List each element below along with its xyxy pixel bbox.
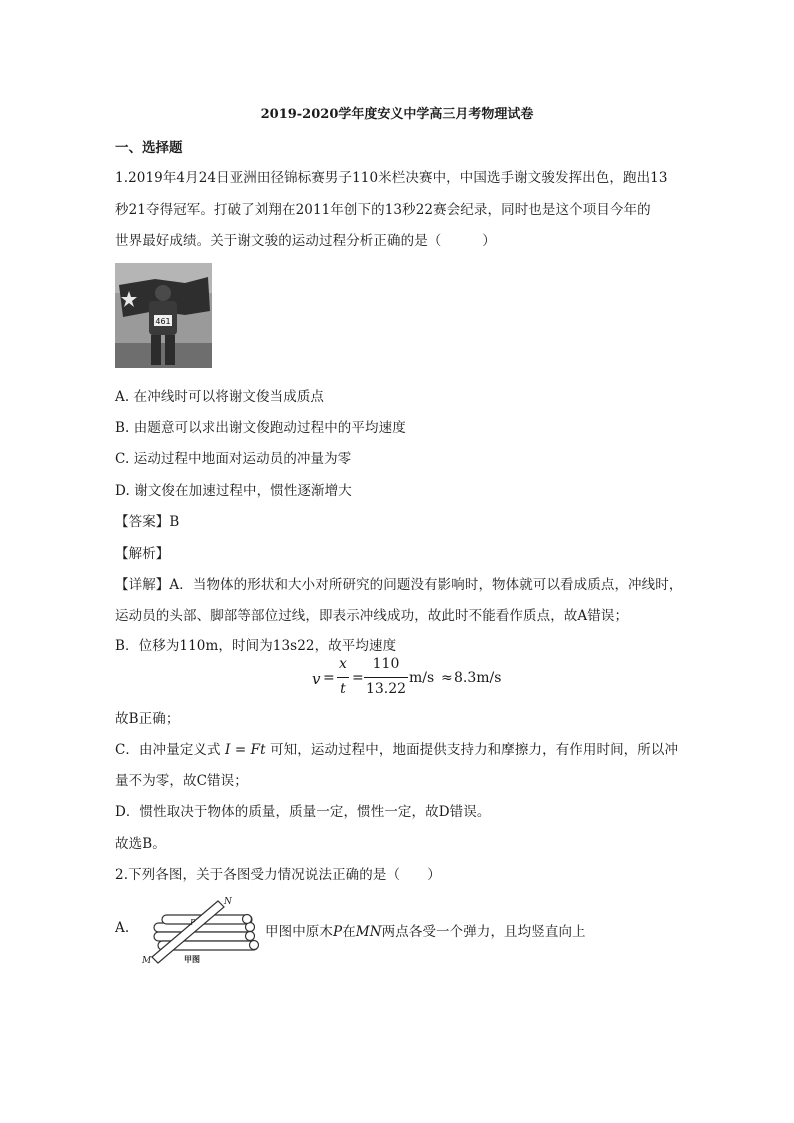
q2-option-a-part-3: 两点各受一个弹力，且均竖直向上 (381, 924, 586, 940)
velocity-formula (0, 656, 794, 702)
formula-numerator: 110 (372, 656, 400, 672)
q2-option-a-p: P (333, 924, 343, 940)
formula-unit: m/s (409, 670, 435, 686)
q1-analysis-label: 【解析】 (115, 546, 170, 562)
q2-option-a-part-1: 甲图中原木 (265, 924, 333, 940)
q1-stem-line-1: 1.2019年4月24日亚洲田径锦标赛男子110米栏决赛中，中国选手谢文骏发挥出色，跑出13 (115, 170, 668, 186)
svg-text:461: 461 (155, 317, 171, 326)
log-pile-graphic (140, 895, 262, 965)
formula-fraction-bar-1 (337, 677, 349, 678)
svg-text:M: M (142, 956, 152, 965)
exam-title: 2019-2020学年度安义中学高三月考物理试卷 (260, 107, 534, 122)
impulse-formula: I = Ft (225, 742, 266, 758)
formula-x: x (339, 656, 347, 672)
q2-option-a-text (265, 920, 586, 940)
svg-text:N: N (224, 897, 232, 907)
impulse-prefix: C．由冲量定义式 (115, 742, 221, 758)
athlete-photo (115, 263, 212, 368)
q1-after-line-3: 量不为零，故C错误； (115, 773, 248, 789)
formula-v: v (312, 670, 321, 688)
section-heading: 一、选择题 (115, 140, 183, 156)
q2-option-a-label: A. (115, 920, 130, 936)
formula-denominator: 13.22 (365, 681, 407, 697)
q1-detail-line-3: B．位移为110m，时间为13s22，故平均速度 (115, 638, 397, 654)
q2-option-a-mn: MN (355, 924, 382, 940)
formula-approx: ≈ (441, 670, 453, 686)
q1-stem-line-3: 世界最好成绩。关于谢文骏的运动过程分析正确的是（ ） (115, 233, 496, 249)
athlete-photo-graphic (115, 263, 212, 368)
q1-option-c: C. 运动过程中地面对运动员的冲量为零 (115, 451, 352, 467)
q2-stem: 2.下列各图，关于各图受力情况说法正确的是（ ） (115, 867, 441, 883)
q1-after-line-5: 故选B。 (115, 836, 166, 852)
formula-fraction-bar-2 (364, 677, 408, 678)
q1-detail-line-1: 【详解】A．当物体的形状和大小对所研究的问题没有影响时，物体就可以看成质点，冲线时， (115, 577, 683, 593)
q1-option-a: A. 在冲线时可以将谢文俊当成质点 (115, 389, 325, 405)
q1-option-b: B. 由题意可以求出谢文俊跑动过程中的平均速度 (115, 420, 406, 436)
log-pile-figure (140, 895, 262, 965)
formula-result: 8.3m/s (454, 670, 502, 686)
q1-after-line-1: 故B正确； (115, 711, 180, 727)
formula-eq-1: = (323, 670, 335, 686)
q1-stem-line-2: 秒21夺得冠军。打破了刘翔在2011年创下的13秒22赛会纪录，同时也是这个项目今年的 (115, 202, 651, 218)
q1-after-line-4: D．惯性取决于物体的质量，质量一定，惯性一定，故D错误。 (115, 804, 491, 820)
q1-answer: 【答案】B (115, 514, 180, 530)
svg-text:甲图: 甲图 (184, 955, 200, 964)
q2-option-a-part-2: 在 (342, 924, 356, 940)
svg-text:P: P (190, 918, 196, 927)
formula-t: t (340, 681, 346, 697)
impulse-suffix: 可知，运动过程中，地面提供支持力和摩擦力，有作用时间，所以冲 (270, 742, 679, 758)
q1-option-d: D. 谢文俊在加速过程中，惯性逐渐增大 (115, 483, 352, 499)
q1-after-line-2 (115, 738, 678, 758)
q1-detail-line-2: 运动员的头部、脚部等部位过线，即表示冲线成功，故此时不能看作质点，故A错误； (115, 608, 629, 624)
formula-eq-2: = (352, 670, 364, 686)
